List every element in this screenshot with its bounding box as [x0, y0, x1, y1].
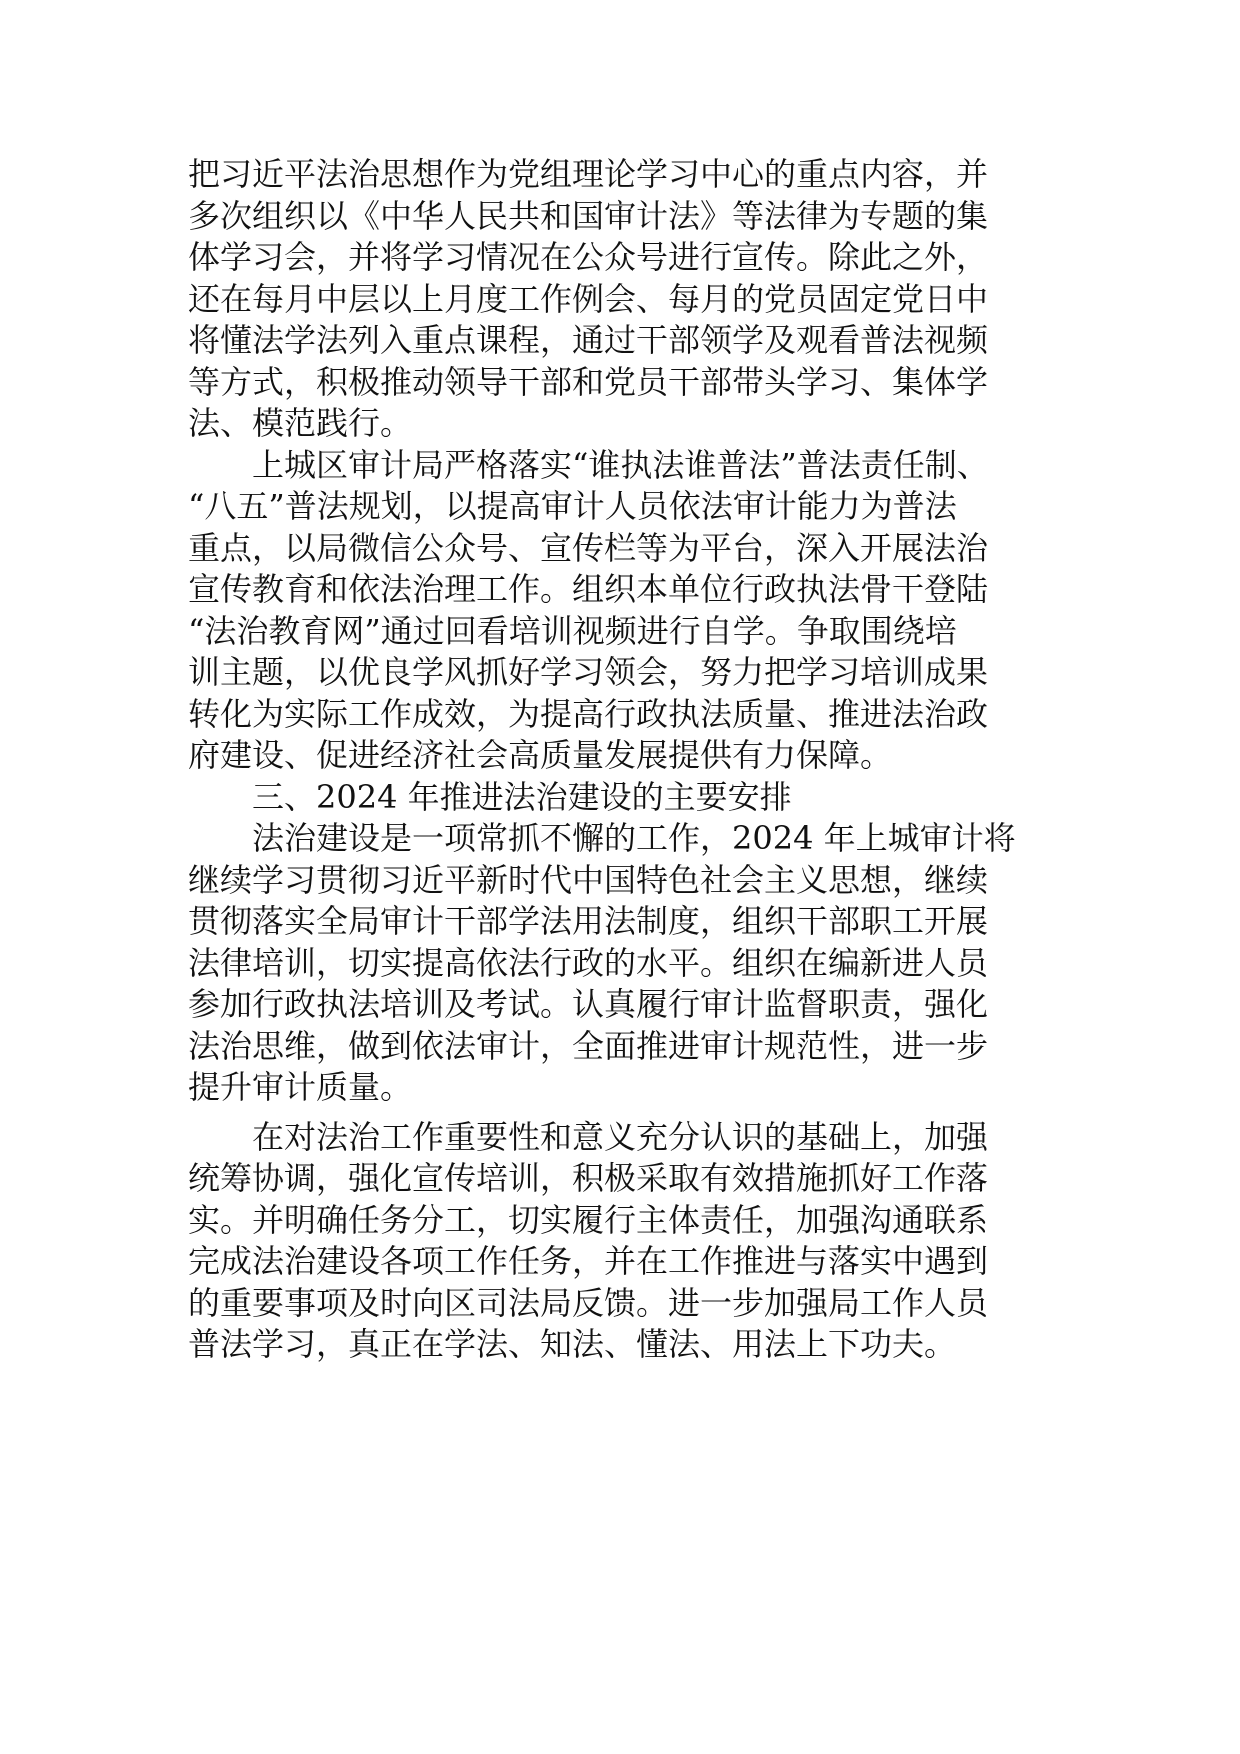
- text-line: 实。并明确任务分工，切实履行主体责任，加强沟通联系: [188, 1200, 989, 1239]
- text-line: 法律培训，切实提高依法行政的水平。组织在编新进人员: [188, 943, 989, 982]
- text-line: 普法学习，真正在学法、知法、懂法、用法上下功夫。: [188, 1325, 957, 1363]
- text-line: 将懂法学法列入重点课程，通过干部领学及观看普法视频: [188, 321, 989, 359]
- text-line: 转化为实际工作成效，为提高行政执法质量、推进法治政: [188, 694, 989, 733]
- text-line: 继续学习贯彻习近平新时代中国特色社会主义思想，继续: [188, 860, 989, 899]
- text-line: “八五”普法规划，以提高审计人员依法审计能力为普法: [188, 487, 957, 525]
- section-heading: 三、2024 年推进法治建设的主要安排: [252, 777, 792, 816]
- text-line: 多次组织以《中华人民共和国审计法》等法律为专题的集: [188, 196, 989, 235]
- text-line: 参加行政执法培训及考试。认真履行审计监督职责，强化: [188, 985, 989, 1023]
- text-line: 训主题，以优良学风抓好学习领会，努力把学习培训成果: [188, 653, 989, 691]
- paragraph-first-line: 上城区审计局严格落实“谁执法谁普法”普法责任制、: [252, 445, 989, 484]
- text-line: 法治思维，做到依法审计，全面推进审计规范性，进一步: [188, 1026, 989, 1065]
- text-line: 的重要事项及时向区司法局反馈。进一步加强局工作人员: [188, 1283, 989, 1322]
- text-line: 完成法治建设各项工作任务，并在工作推进与落实中遇到: [188, 1242, 989, 1280]
- text-line: 法、模范践行。: [188, 404, 413, 442]
- text-line: 还在每月中层以上月度工作例会、每月的党员固定党日中: [188, 279, 989, 318]
- text-line: 重点，以局微信公众号、宣传栏等为平台，深入开展法治: [188, 528, 989, 567]
- text-line: 把习近平法治思想作为党组理论学习中心的重点内容，并: [188, 155, 989, 193]
- text-line: 体学习会，并将学习情况在公众号进行宣传。除此之外，: [188, 238, 989, 276]
- text-line: 宣传教育和依法治理工作。组织本单位行政执法骨干登陆: [188, 570, 989, 608]
- text-line: 提升审计质量。: [188, 1068, 413, 1106]
- paragraph-first-line: 在对法治工作重要性和意义充分认识的基础上，加强: [252, 1117, 989, 1156]
- document-body: [188, 154, 1068, 1366]
- text-line: “法治教育网”通过回看培训视频进行自学。争取围绕培: [188, 611, 957, 650]
- text-line: 贯彻落实全局审计干部学法用法制度，组织干部职工开展: [188, 902, 989, 940]
- text-line: 府建设、促进经济社会高质量发展提供有力保障。: [188, 736, 893, 774]
- text-line: 等方式，积极推动领导干部和党员干部带头学习、集体学: [188, 362, 989, 401]
- text-line: 统筹协调，强化宣传培训，积极采取有效措施抓好工作落: [188, 1159, 989, 1197]
- paragraph-first-line: 法治建设是一项常抓不懈的工作，2024 年上城审计将: [252, 819, 1016, 857]
